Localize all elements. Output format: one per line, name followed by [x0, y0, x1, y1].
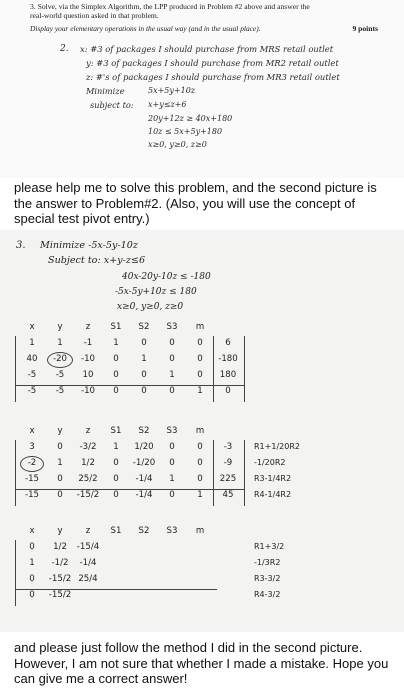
tableau-1 [18, 322, 258, 412]
pivot-circle [20, 456, 44, 472]
handwritten-line: x+y≤z+6 [148, 100, 187, 109]
handwritten-line: x≥0, y≥0, z≥0 [148, 140, 207, 149]
tableau-cell: 0 [169, 354, 175, 364]
tableau-cell: 1 [113, 338, 119, 348]
tableau-cell: 1/20 [134, 442, 154, 452]
tableau-cell: -1/20 [132, 458, 156, 468]
tableau-cell: 0 [57, 442, 63, 452]
tableau-cell: 1 [113, 442, 119, 452]
tableau-header-cell: m [195, 426, 205, 436]
problem-statement-line: 3. Solve, via the Simplex Algorithm, the LPP produced in Problem #2 above and answer the [30, 2, 310, 11]
tableau-cell: -1 [83, 338, 93, 348]
tableau-cell: 1/2 [81, 458, 95, 468]
tableau-cell: 0 [197, 442, 203, 452]
tableau-3 [18, 526, 398, 616]
tableau-cell: 3 [29, 442, 35, 452]
tableau-header-cell: y [57, 322, 63, 332]
tableau-cell: -1/2 [51, 558, 69, 568]
pivot-circle [47, 352, 73, 368]
tableau-cell: -9 [223, 458, 233, 468]
tableau-cell: -5 [27, 370, 37, 380]
row-operation: R1+1/20R2 [254, 442, 300, 451]
tableau-cell: -15 [24, 490, 40, 500]
tableau-cell: 0 [113, 474, 119, 484]
tableau-header-cell: z [85, 322, 91, 332]
handwritten-line: x: #3 of packages I should purchase from MRS retail outlet [80, 44, 334, 54]
tableau-header-cell: S1 [110, 322, 122, 332]
tableau-cell: 45 [222, 490, 234, 500]
tableau-cell: 0 [197, 338, 203, 348]
handwritten-line: 5x+5y+10z [148, 86, 196, 95]
tableau-header-cell: z [85, 426, 91, 436]
problem-number: 2. [60, 44, 69, 54]
tableau-2 [18, 426, 398, 516]
tableau-header-cell: m [195, 322, 205, 332]
tableau-cell: -2 [27, 458, 37, 468]
answer-number: 3. [16, 240, 26, 251]
constraint-line: -5x-5y+10z ≤ 180 [115, 287, 197, 297]
constraint-line: Subject to: x+y-z≤6 [48, 255, 146, 266]
tableau-rhs-divider [213, 440, 214, 506]
tableau-cell: -20 [52, 354, 68, 364]
tableau-cell: 0 [113, 370, 119, 380]
row-operation: -1/20R2 [254, 458, 286, 467]
tableau-cell: 0 [169, 338, 175, 348]
tableau-objective-divider [15, 385, 245, 386]
tableau-header-cell: x [29, 426, 35, 436]
tableau-cell: 25/2 [78, 474, 98, 484]
tableau-cell: 0 [141, 386, 147, 396]
tableau-header-cell: z [85, 526, 91, 536]
tableau-header-cell: x [29, 526, 35, 536]
tableau-cell: 0 [169, 458, 175, 468]
tableau-cell: 1 [197, 386, 203, 396]
tableau-cell: -15/4 [76, 542, 100, 552]
tableau-cell: 0 [169, 386, 175, 396]
tableau-header-cell: y [57, 526, 63, 536]
tableau-cell: -15 [24, 474, 40, 484]
tableau-cell: 1 [29, 558, 35, 568]
tableau-header-cell: S1 [110, 526, 122, 536]
tableau-header-cell: S2 [138, 322, 150, 332]
tableau-cell: 0 [169, 490, 175, 500]
tableau-cell: 225 [219, 474, 237, 484]
tableau-cell: 25/4 [78, 574, 98, 584]
tableau-header-cell: x [29, 322, 35, 332]
tableau-cell: -1/4 [79, 558, 97, 568]
tableau-objective-divider [15, 589, 217, 590]
tableau-cell: -15/2 [48, 590, 72, 600]
tableau-cell: -3/2 [79, 442, 97, 452]
problem-statement-line: real-world question asked in that problem. [30, 11, 159, 20]
constraint-line: 40x-20y-10z ≤ -180 [122, 272, 211, 282]
tableau-cell: -5 [55, 386, 65, 396]
tableau-cell: -1/4 [135, 474, 153, 484]
tableau-cell: -10 [80, 386, 96, 396]
closing-text: and please just follow the method I did in the second picture. However, I am not sure that whether I made a mistake. Hope you can give me a correct answer! [14, 640, 389, 686]
tableau-cell: 0 [29, 574, 35, 584]
tableau-cell: 1 [197, 490, 203, 500]
tableau-cell: 1 [29, 338, 35, 348]
handwritten-line: subject to: [90, 100, 134, 110]
row-operation: R3-3/2 [254, 574, 281, 583]
tableau-cell: -15/2 [76, 490, 100, 500]
tableau-header-cell: S3 [166, 526, 178, 536]
tableau-bracket [15, 540, 16, 606]
tableau-cell: 1 [169, 474, 175, 484]
tableau-cell: -5 [55, 370, 65, 380]
tableau-bracket [244, 440, 245, 506]
tableau-cell: -180 [218, 354, 238, 364]
tableau-cell: 1 [57, 458, 63, 468]
constraint-line: x≥0, y≥0, z≥0 [117, 302, 184, 312]
tableau-cell: 0 [197, 458, 203, 468]
row-operation: R1+3/2 [254, 542, 285, 551]
points-label: 9 points [352, 24, 378, 33]
handwritten-line: 10z ≤ 5x+5y+180 [148, 127, 223, 136]
tableau-header-cell: S2 [138, 526, 150, 536]
handwritten-line: y: #3 of packages I should purchase from MR2 retail outlet [86, 58, 339, 68]
tableau-header-cell: S3 [166, 322, 178, 332]
tableau-header-cell: S1 [110, 426, 122, 436]
tableau-cell: -10 [80, 354, 96, 364]
tableau-cell: 0 [197, 370, 203, 380]
tableau-cell: 0 [141, 370, 147, 380]
tableau-cell: -3 [223, 442, 233, 452]
tableau-cell: 0 [57, 474, 63, 484]
objective-line: Minimize -5x-5y-10z [40, 240, 138, 251]
tableau-cell: 0 [29, 542, 35, 552]
answer-photo [0, 230, 404, 632]
handwritten-line: 20y+12z ≥ 40x+180 [148, 114, 233, 123]
tableau-cell: 0 [113, 386, 119, 396]
tableau-cell: 0 [29, 590, 35, 600]
row-operation: R3-1/4R2 [254, 474, 292, 483]
tableau-cell: 0 [197, 474, 203, 484]
row-operation: R4-1/4R2 [254, 490, 292, 499]
handwritten-line: z: #'s of packages I should purchase from MR3 retail outlet [86, 72, 340, 82]
tableau-cell: 0 [225, 386, 231, 396]
tableau-header-cell: y [57, 426, 63, 436]
tableau-objective-divider [15, 489, 245, 490]
tableau-cell: 0 [169, 442, 175, 452]
tableau-cell: -15/2 [48, 574, 72, 584]
problem-photo [0, 0, 404, 178]
tableau-rhs-divider [213, 336, 214, 402]
tableau-bracket [15, 336, 16, 402]
tableau-cell: 10 [82, 370, 94, 380]
tableau-cell: 0 [113, 458, 119, 468]
tableau-bracket [15, 440, 16, 506]
tableau-header-cell: S2 [138, 426, 150, 436]
tableau-cell: 0 [113, 354, 119, 364]
tableau-cell: 180 [219, 370, 237, 380]
row-operation: R4-3/2 [254, 590, 281, 599]
row-operation: -1/3R2 [254, 558, 281, 567]
tableau-bracket [244, 336, 245, 402]
tableau-cell: 0 [197, 354, 203, 364]
tableau-cell: -5 [27, 386, 37, 396]
tableau-cell: 0 [141, 338, 147, 348]
tableau-cell: 1 [141, 354, 147, 364]
tableau-header-cell: m [195, 526, 205, 536]
tableau-header-cell: S3 [166, 426, 178, 436]
handwritten-line: Minimize [86, 86, 125, 96]
tableau-cell: -1/4 [135, 490, 153, 500]
tableau-cell: 40 [26, 354, 38, 364]
tableau-cell: 0 [57, 490, 63, 500]
question-text: please help me to solve this problem, and the second picture is the answer to Problem#2. (Also, you will use the concept of special test pivot entry.) [14, 180, 377, 226]
problem-instruction: Display your elementary operations in the usual way (and in the usual place). [30, 24, 261, 33]
tableau-cell: 1/2 [53, 542, 67, 552]
tableau-cell: 1 [57, 338, 63, 348]
tableau-cell: 6 [225, 338, 231, 348]
tableau-cell: 1 [169, 370, 175, 380]
tableau-cell: 0 [113, 490, 119, 500]
